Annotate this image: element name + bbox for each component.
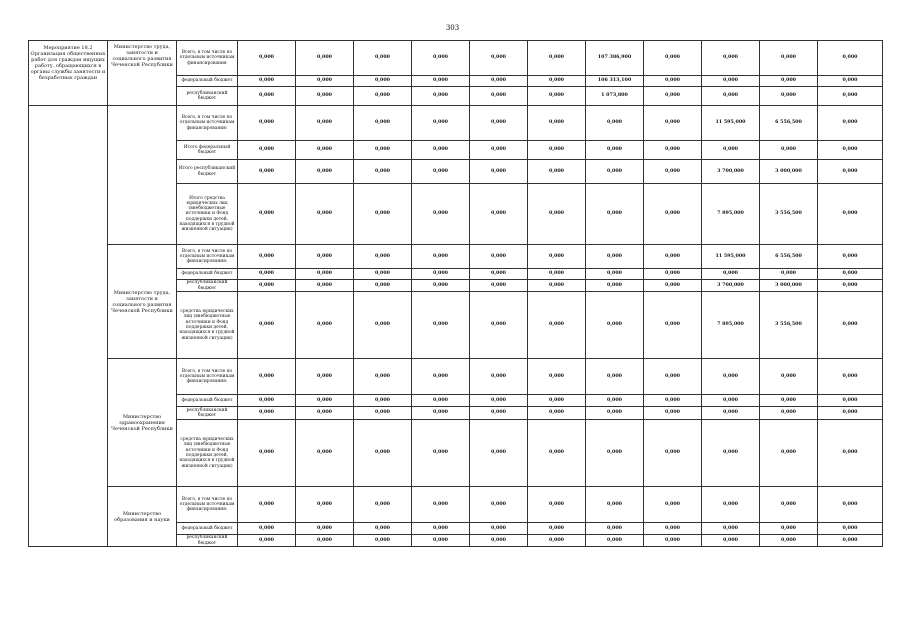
amount-cell: 0,000 [296,420,354,487]
amount-cell: 0,000 [412,76,470,87]
amount-cell: 0,000 [354,269,412,280]
amount-cell: 0,000 [644,407,702,420]
amount-cell: 0,000 [412,523,470,535]
amount-cell: 0,000 [412,160,470,184]
amount-cell: 0,000 [470,420,528,487]
amount-cell: 0,000 [296,292,354,359]
amount-cell: 0,000 [818,420,883,487]
amount-cell: 0,000 [702,76,760,87]
amount-cell: 0,000 [760,41,818,76]
amount-cell: 0,000 [586,160,644,184]
amount-cell: 0,000 [412,359,470,395]
amount-cell: 0,000 [238,280,296,292]
table-body [29,41,883,547]
funding-source-cell: федеральный бюджет [177,395,238,407]
amount-cell: 0,000 [354,141,412,160]
amount-cell: 0,000 [818,41,883,76]
amount-cell: 0,000 [470,407,528,420]
amount-cell: 0,000 [296,41,354,76]
amount-cell: 0,000 [412,292,470,359]
amount-cell: 0,000 [818,395,883,407]
amount-cell: 0,000 [412,141,470,160]
amount-cell: 0,000 [238,245,296,269]
amount-cell: 0,000 [818,535,883,547]
amount-cell: 0,000 [470,141,528,160]
amount-cell: 0,000 [760,359,818,395]
funding-source-cell: федеральный бюджет [177,269,238,280]
amount-cell: 0,000 [818,184,883,245]
amount-cell: 0,000 [586,269,644,280]
amount-cell: 11 595,000 [702,106,760,141]
amount-cell: 0,000 [818,245,883,269]
amount-cell: 0,000 [528,184,586,245]
amount-cell: 0,000 [702,487,760,523]
funding-source-cell: Итого республиканский бюджет [177,160,238,184]
amount-cell: 0,000 [644,41,702,76]
amount-cell: 0,000 [644,160,702,184]
amount-cell: 0,000 [354,523,412,535]
amount-cell: 3 556,500 [760,184,818,245]
amount-cell: 0,000 [412,41,470,76]
amount-cell: 0,000 [586,407,644,420]
amount-cell: 0,000 [412,280,470,292]
amount-cell: 0,000 [470,87,528,106]
amount-cell: 107 386,900 [586,41,644,76]
amount-cell: 0,000 [470,245,528,269]
amount-cell: 0,000 [818,407,883,420]
amount-cell: 0,000 [238,41,296,76]
funding-source-cell: средства юридических лиц (внебюджетные источники и Фонд поддержки детей, находящихся в трудной жизненной ситуации) [177,420,238,487]
amount-cell: 0,000 [470,523,528,535]
amount-cell: 0,000 [644,76,702,87]
amount-cell: 0,000 [702,269,760,280]
amount-cell: 0,000 [644,535,702,547]
amount-cell: 0,000 [818,523,883,535]
amount-cell: 0,000 [412,87,470,106]
amount-cell: 0,000 [354,407,412,420]
amount-cell: 0,000 [702,359,760,395]
amount-cell: 0,000 [586,359,644,395]
amount-cell: 0,000 [818,141,883,160]
funding-source-cell: республиканский бюджет [177,87,238,106]
amount-cell: 0,000 [760,76,818,87]
amount-cell: 0,000 [644,395,702,407]
amount-cell: 0,000 [586,535,644,547]
amount-cell: 0,000 [412,420,470,487]
amount-cell: 0,000 [818,76,883,87]
amount-cell: 0,000 [412,245,470,269]
amount-cell: 0,000 [296,106,354,141]
table-row [29,41,883,76]
amount-cell: 0,000 [470,269,528,280]
amount-cell: 0,000 [354,420,412,487]
funding-source-cell: республиканский бюджет [177,535,238,547]
amount-cell: 0,000 [470,76,528,87]
amount-cell: 0,000 [528,395,586,407]
amount-cell: 0,000 [412,395,470,407]
amount-cell: 3 000,000 [760,160,818,184]
amount-cell: 0,000 [296,395,354,407]
amount-cell: 0,000 [644,523,702,535]
amount-cell: 0,000 [528,487,586,523]
amount-cell: 0,000 [412,487,470,523]
funding-source-cell: федеральный бюджет [177,523,238,535]
amount-cell: 0,000 [818,160,883,184]
amount-cell: 0,000 [528,269,586,280]
amount-cell: 0,000 [238,523,296,535]
amount-cell: 0,000 [238,292,296,359]
amount-cell: 0,000 [702,420,760,487]
amount-cell: 0,000 [238,269,296,280]
amount-cell: 0,000 [238,487,296,523]
amount-cell: 0,000 [528,359,586,395]
amount-cell: 0,000 [644,420,702,487]
amount-cell: 0,000 [586,245,644,269]
amount-cell: 0,000 [238,141,296,160]
amount-cell: 0,000 [760,141,818,160]
table-row [29,359,883,395]
amount-cell: 0,000 [296,407,354,420]
amount-cell: 0,000 [354,487,412,523]
funding-source-cell: Всего, в том числе по отдельным источникам финансирования: [177,359,238,395]
amount-cell: 0,000 [470,106,528,141]
amount-cell: 0,000 [296,245,354,269]
amount-cell: 0,000 [586,292,644,359]
amount-cell: 0,000 [354,41,412,76]
financing-table [28,40,883,547]
amount-cell: 0,000 [296,87,354,106]
amount-cell: 0,000 [354,359,412,395]
amount-cell: 0,000 [238,359,296,395]
amount-cell: 0,000 [470,41,528,76]
amount-cell: 0,000 [760,487,818,523]
amount-cell: 6 556,500 [760,106,818,141]
amount-cell: 11 595,000 [702,245,760,269]
amount-cell: 0,000 [238,160,296,184]
amount-cell: 0,000 [528,280,586,292]
funding-source-cell: Итого средства юридических лиц (внебюджетные источники и Фонд поддержки детей, находящихся в трудной жизненной ситуации) [177,184,238,245]
funding-source-cell: средства юридических лиц (внебюджетные источники и Фонд поддержки детей, находящихся в трудной жизненной ситуации) [177,292,238,359]
amount-cell: 0,000 [702,535,760,547]
organization-cell [108,106,177,245]
amount-cell: 0,000 [354,87,412,106]
amount-cell: 0,000 [528,106,586,141]
amount-cell: 0,000 [760,395,818,407]
amount-cell: 0,000 [586,420,644,487]
amount-cell: 0,000 [760,407,818,420]
funding-source-cell: Всего, в том числе по отдельным источникам финансирования: [177,106,238,141]
amount-cell: 0,000 [644,245,702,269]
funding-source-cell: Всего, в том числе по отдельным источникам финансирования: [177,245,238,269]
amount-cell: 0,000 [528,87,586,106]
amount-cell: 0,000 [528,523,586,535]
amount-cell: 0,000 [818,487,883,523]
amount-cell: 0,000 [296,184,354,245]
amount-cell: 0,000 [354,292,412,359]
amount-cell: 0,000 [760,535,818,547]
table-row [29,245,883,269]
amount-cell: 0,000 [296,160,354,184]
amount-cell: 0,000 [296,359,354,395]
amount-cell: 0,000 [528,141,586,160]
amount-cell: 0,000 [528,420,586,487]
organization-cell: Министерство образования и науки [108,487,177,547]
amount-cell: 0,000 [354,535,412,547]
amount-cell: 0,000 [238,87,296,106]
amount-cell: 3 556,500 [760,292,818,359]
amount-cell: 0,000 [818,359,883,395]
amount-cell: 0,000 [760,269,818,280]
amount-cell: 0,000 [586,141,644,160]
amount-cell: 0,000 [412,184,470,245]
amount-cell: 7 895,000 [702,184,760,245]
amount-cell: 0,000 [702,141,760,160]
amount-cell: 0,000 [644,87,702,106]
amount-cell: 0,000 [354,160,412,184]
amount-cell: 0,000 [586,395,644,407]
amount-cell: 3 700,000 [702,280,760,292]
funding-source-cell: Всего, в том числе по отдельным источникам финансирования: [177,487,238,523]
funding-source-cell: республиканский бюджет [177,280,238,292]
amount-cell: 0,000 [702,523,760,535]
amount-cell: 0,000 [470,535,528,547]
amount-cell: 0,000 [586,106,644,141]
amount-cell: 0,000 [760,523,818,535]
page-number: 303 [445,24,460,32]
amount-cell: 0,000 [818,87,883,106]
event-cell [29,106,108,547]
amount-cell: 1 073,800 [586,87,644,106]
amount-cell: 0,000 [470,292,528,359]
amount-cell: 0,000 [238,76,296,87]
amount-cell: 6 556,500 [760,245,818,269]
amount-cell: 0,000 [760,87,818,106]
amount-cell: 0,000 [296,535,354,547]
amount-cell: 0,000 [470,487,528,523]
amount-cell: 0,000 [818,292,883,359]
funding-source-cell: Итого федеральный бюджет [177,141,238,160]
amount-cell: 0,000 [354,184,412,245]
table-row [29,106,883,141]
amount-cell: 0,000 [644,106,702,141]
amount-cell: 0,000 [354,395,412,407]
amount-cell: 0,000 [296,523,354,535]
amount-cell: 0,000 [238,420,296,487]
amount-cell: 0,000 [528,407,586,420]
amount-cell: 0,000 [818,280,883,292]
amount-cell: 0,000 [586,487,644,523]
amount-cell: 0,000 [644,292,702,359]
amount-cell: 0,000 [470,395,528,407]
table-row [29,487,883,523]
amount-cell: 3 700,000 [702,160,760,184]
amount-cell: 0,000 [296,76,354,87]
amount-cell: 0,000 [354,280,412,292]
amount-cell: 0,000 [238,535,296,547]
funding-source-cell: Всего, в том числе по отдельным источникам финансирования [177,41,238,76]
funding-source-cell: республиканский бюджет [177,407,238,420]
amount-cell: 7 895,000 [702,292,760,359]
amount-cell: 0,000 [354,76,412,87]
organization-cell: Министерство здравоохранения Чеченской Республики [108,359,177,487]
amount-cell: 0,000 [470,160,528,184]
amount-cell: 0,000 [818,269,883,280]
amount-cell: 0,000 [528,245,586,269]
amount-cell: 0,000 [702,407,760,420]
amount-cell: 0,000 [586,280,644,292]
amount-cell: 0,000 [470,184,528,245]
amount-cell: 106 313,100 [586,76,644,87]
amount-cell: 0,000 [238,395,296,407]
amount-cell: 0,000 [644,487,702,523]
amount-cell: 0,000 [412,106,470,141]
amount-cell: 0,000 [238,407,296,420]
amount-cell: 0,000 [296,269,354,280]
amount-cell: 0,000 [528,292,586,359]
amount-cell: 0,000 [586,184,644,245]
amount-cell: 0,000 [296,280,354,292]
amount-cell: 0,000 [644,359,702,395]
amount-cell: 0,000 [644,269,702,280]
amount-cell: 0,000 [238,184,296,245]
amount-cell: 0,000 [528,535,586,547]
amount-cell: 0,000 [644,141,702,160]
organization-cell: Министерство труда, занятости и социального развития Чеченской Республики [108,245,177,359]
amount-cell: 0,000 [702,41,760,76]
amount-cell: 0,000 [354,106,412,141]
amount-cell: 0,000 [760,420,818,487]
amount-cell: 0,000 [528,76,586,87]
amount-cell: 0,000 [412,269,470,280]
amount-cell: 0,000 [412,535,470,547]
amount-cell: 0,000 [528,41,586,76]
amount-cell: 0,000 [702,87,760,106]
amount-cell: 0,000 [470,359,528,395]
amount-cell: 0,000 [412,407,470,420]
event-cell: Мероприятие 18.2 Организация общественных работ для граждан ищущих работу, обращающихся в органы службы занятости и безработных граждан [29,41,108,106]
funding-source-cell: федеральный бюджет [177,76,238,87]
amount-cell: 0,000 [586,523,644,535]
organization-cell: Министерство труда, занятости и социального развития Чеченской Республики [108,41,177,106]
amount-cell: 0,000 [644,184,702,245]
amount-cell: 0,000 [528,160,586,184]
amount-cell: 0,000 [296,141,354,160]
amount-cell: 0,000 [644,280,702,292]
amount-cell: 0,000 [238,106,296,141]
amount-cell: 3 000,000 [760,280,818,292]
amount-cell: 0,000 [296,487,354,523]
amount-cell: 0,000 [470,280,528,292]
amount-cell: 0,000 [818,106,883,141]
amount-cell: 0,000 [354,245,412,269]
amount-cell: 0,000 [702,395,760,407]
